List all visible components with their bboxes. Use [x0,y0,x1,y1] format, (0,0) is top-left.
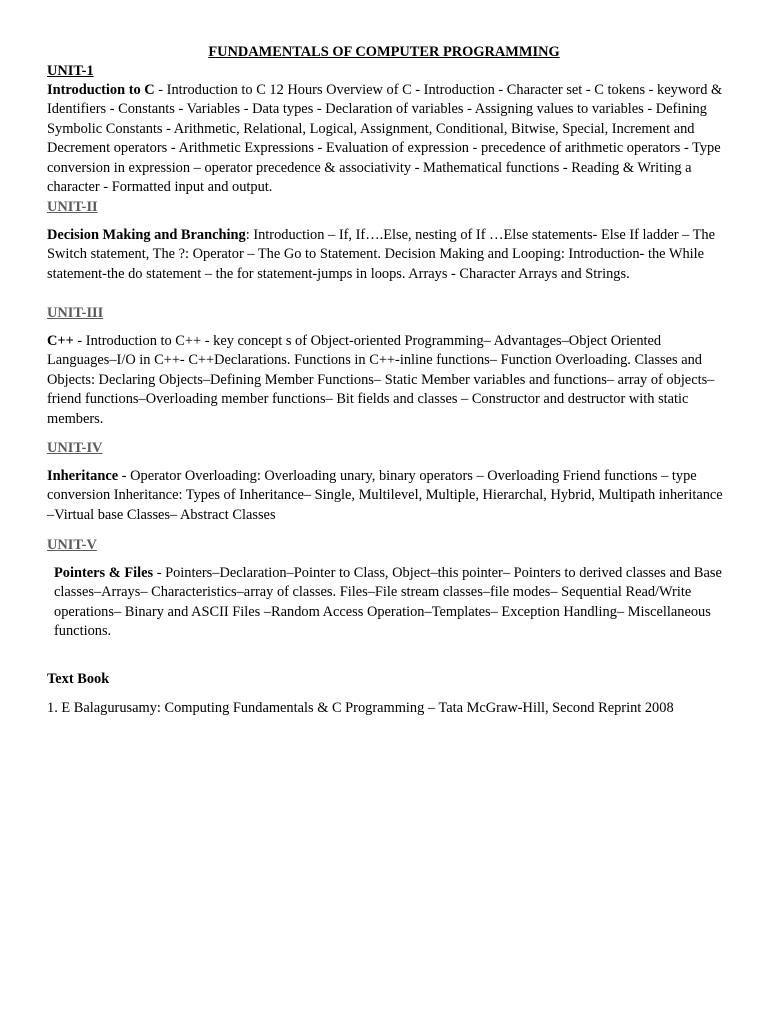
unit-2-paragraph [47,226,727,284]
unit-4-heading: UNIT-IV [47,440,103,456]
unit-4-body: - Operator Overloading: Overloading unary, binary operators – Overloading Friend functions – type conversion Inheritance: Types of Inheritance– Single, Multilevel, Multiple, Hierarchal, Hybrid, Multipath inheritance –Virtual base Classes– Abstract Classes [47,468,723,523]
unit-1-paragraph [47,81,727,197]
unit-4-lead: Inheritance [47,468,119,484]
unit-1-lead: Introduction to C [47,82,155,98]
unit-1-body: - Introduction to C 12 Hours Overview of C - Introduction - Character set - C tokens - keyword & Identifiers - Constants - Variables - Data types - Declaration of variables - Assigning values to variables - Defining Symbolic Constants - Arithmetic, Relational, Logical, Assignment, Conditional, Bitwise, Special, Increment and Decrement operators - Arithmetic Expressions - Evaluation of expression - precedence of arithmetic operators - Type conversion in expression – operator precedence & associativity - Mathematical functions - Reading & Writing a character - Formatted input and output. [47,82,723,196]
textbook-entry: 1. E Balagurusamy: Computing Fundamentals & C Programming – Tata McGraw-Hill, Second Reprint 2008 [47,700,674,716]
unit-2-body: : Introduction – If, If….Else, nesting of If …Else statements- Else If ladder – The Switch statement, The ?: Operator – The Go to Statement. Decision Making and Looping: Introduction- the While statement-the do statement – the for statement-jumps in loops. Arrays - Character Arrays and Strings. [47,227,716,282]
unit-1-heading: UNIT-1 [47,63,94,79]
unit-2-heading: UNIT-II [47,199,98,215]
unit-5-heading: UNIT-V [47,537,97,553]
unit-5-lead: Pointers & Files [54,565,154,581]
textbook-heading: Text Book [47,671,110,687]
page-title: FUNDAMENTALS OF COMPUTER PROGRAMMING [208,44,560,60]
unit-3-body: - Introduction to C++ - key concept s of Object-oriented Programming– Advantages–Object Oriented Languages–I/O in C++- C++Declarations. Functions in C++-inline functions– Function Overloading. Classes and Objects: Declaring Objects–Defining Member Functions– Static Member variables and functions– array of objects–friend functions–Overloading member functions– Bit fields and classes – Constructor and destructor with static members. [47,333,715,427]
unit-3-heading: UNIT-III [47,305,104,321]
unit-5-body: - Pointers–Declaration–Pointer to Class, Object–this pointer– Pointers to derived classes and Base classes–Arrays– Characteristics–array of classes. Files–File stream classes–file modes– Sequential Read/Write operations– Binary and ASCII Files –Random Access Operation–Templates– Exception Handling– Miscellaneous functions. [54,565,722,640]
unit-3-lead: C++ [47,333,74,349]
unit-2-lead: Decision Making and Branching [47,227,246,243]
unit-3-paragraph [47,332,727,429]
unit-5-paragraph [54,564,729,642]
unit-4-paragraph [47,467,727,525]
